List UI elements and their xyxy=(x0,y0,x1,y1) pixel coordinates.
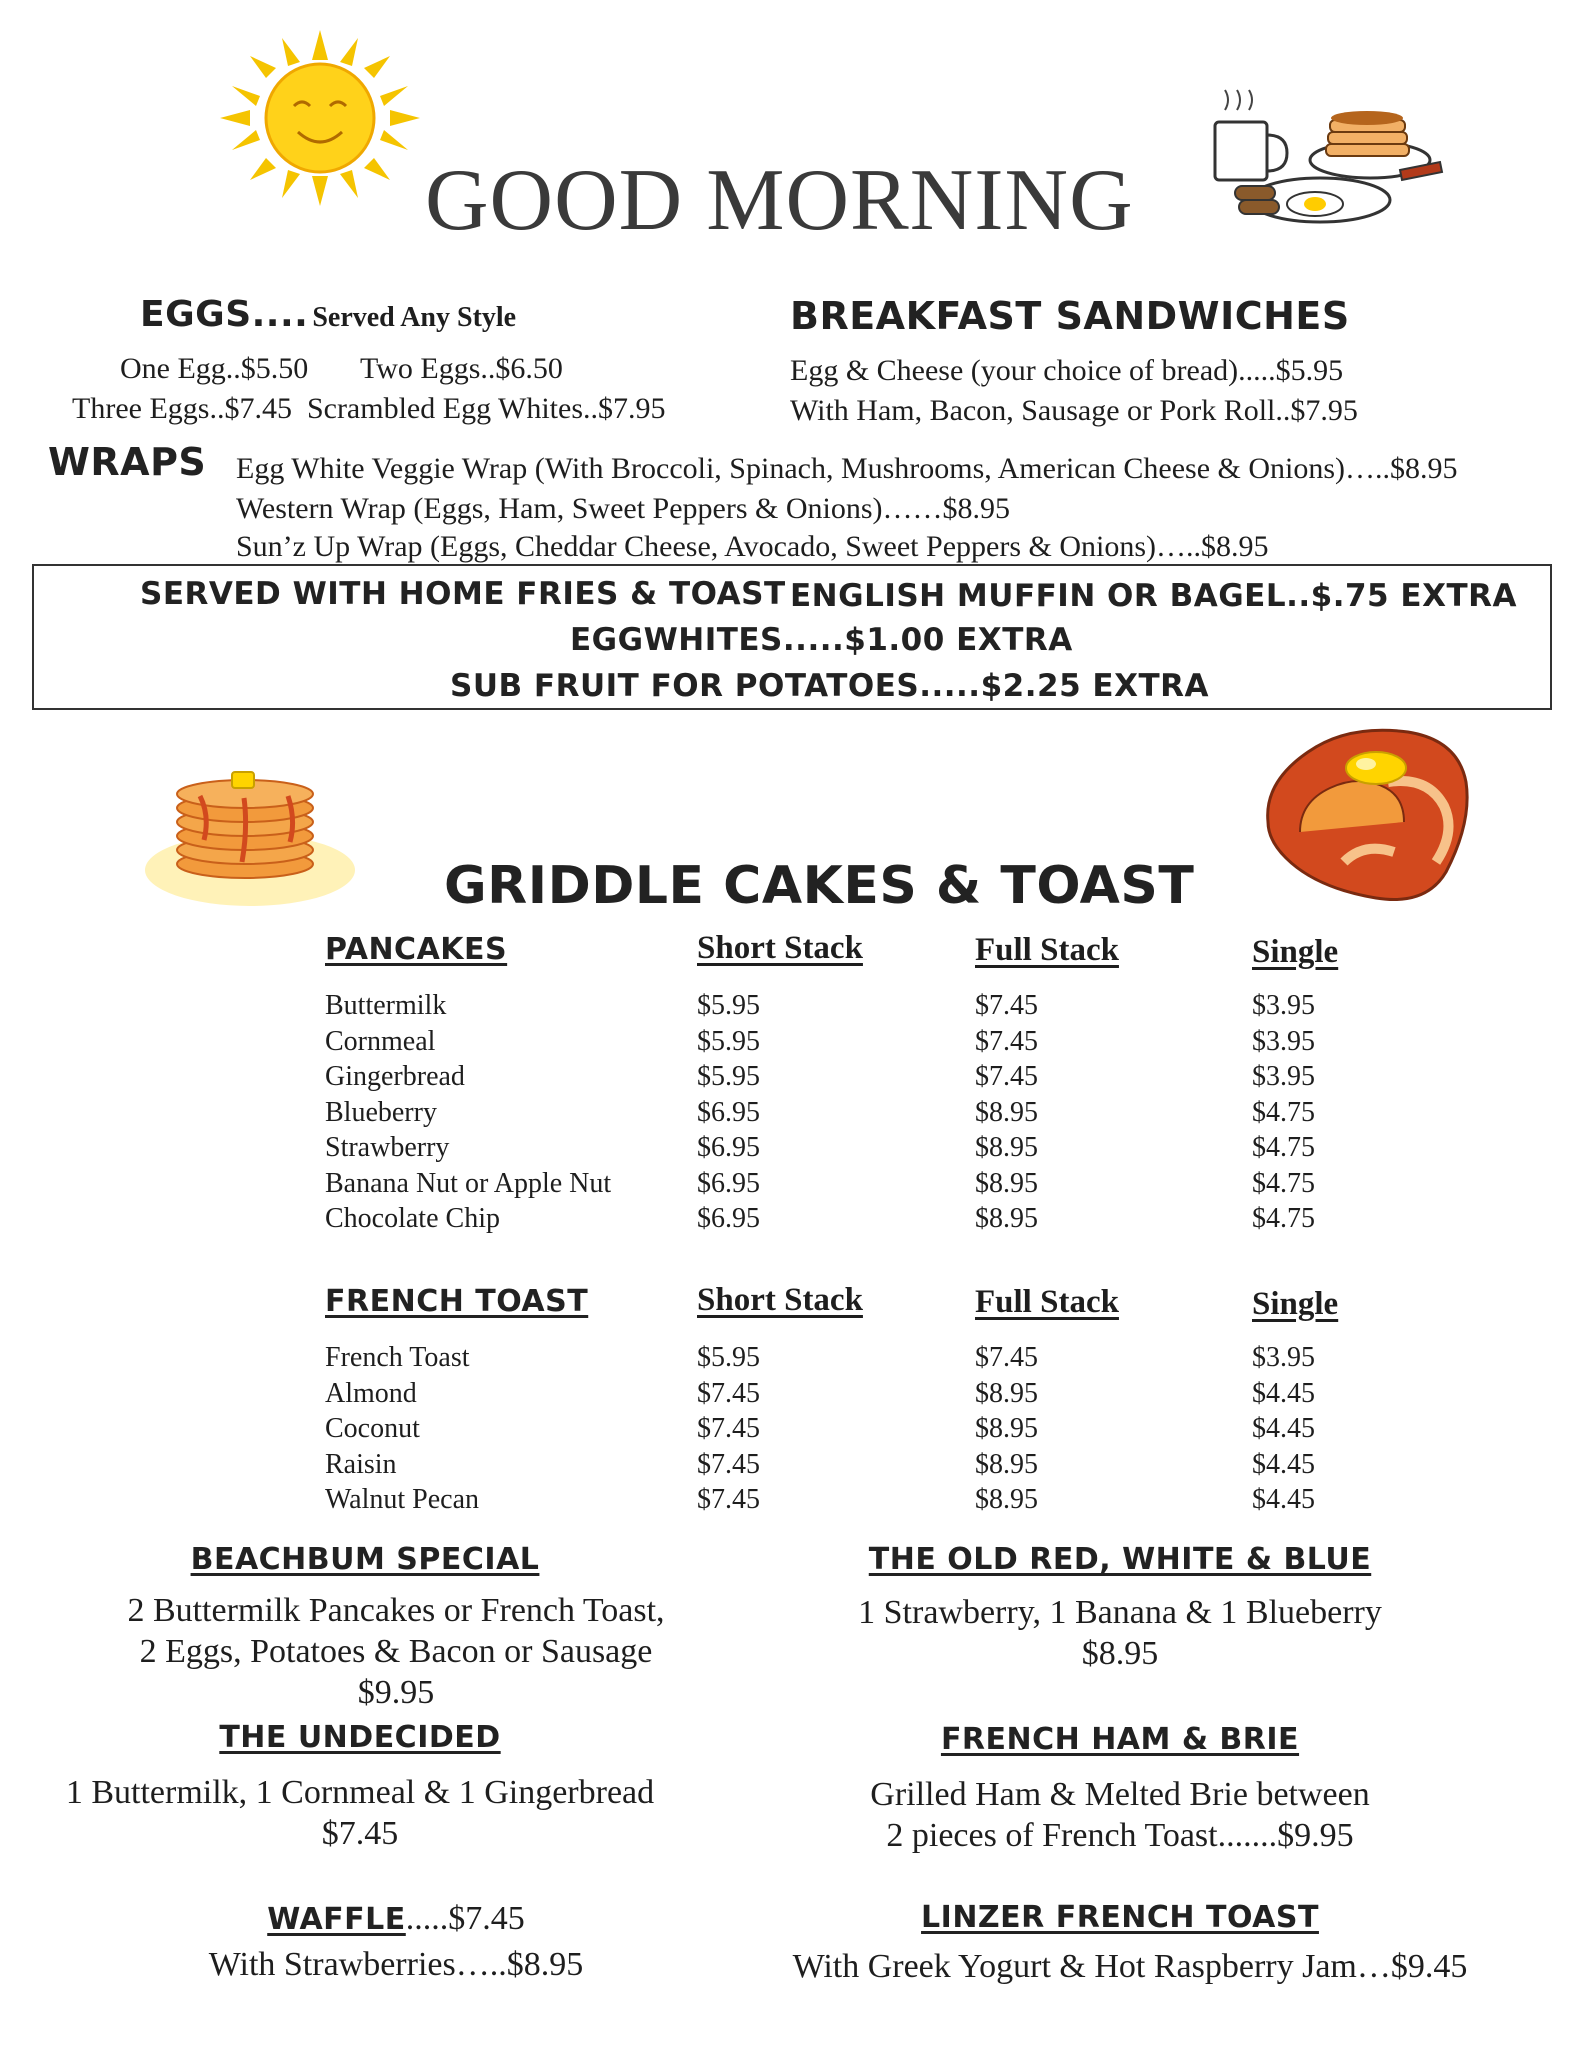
item-name: Banana Nut or Apple Nut xyxy=(325,1167,612,1199)
item-name: Coconut xyxy=(325,1413,420,1444)
wrap-item: Egg White Veggie Wrap (With Broccoli, Spinach, Mushrooms, American Cheese & Onions)…..$8.95 xyxy=(236,452,1458,485)
sides-line-2: EGGWHITES.....$1.00 EXTRA xyxy=(570,622,1073,658)
old-rwb-price: $8.95 xyxy=(1081,1635,1159,1672)
item-name: Almond xyxy=(325,1377,417,1409)
single-price: $3.95 xyxy=(1252,1061,1315,1092)
table-row xyxy=(0,1132,1582,1168)
wrap-item: Western Wrap (Eggs, Ham, Sweet Peppers & Onions)……$8.95 xyxy=(236,492,1011,525)
table-row xyxy=(0,1413,1582,1449)
sides-box xyxy=(32,564,1552,710)
full-stack-price: $7.45 xyxy=(975,1025,1038,1057)
full-stack-price: $8.95 xyxy=(975,1484,1038,1515)
french-toast-col-full: Full Stack xyxy=(975,1284,1119,1320)
french-toast-col-short: Short Stack xyxy=(697,1282,863,1318)
short-stack-price: $6.95 xyxy=(697,1096,760,1128)
table-row xyxy=(0,1026,1582,1062)
short-stack-price: $6.95 xyxy=(697,1132,760,1163)
single-price: $4.45 xyxy=(1252,1484,1315,1515)
item-name: Strawberry xyxy=(325,1132,450,1163)
short-stack-price: $5.95 xyxy=(697,1061,760,1092)
pancake-stack-icon xyxy=(140,752,360,912)
short-stack-price: $7.45 xyxy=(697,1413,760,1444)
beachbum-price: $9.95 xyxy=(357,1674,435,1711)
item-name: French Toast xyxy=(325,1342,470,1373)
eggs-line-1a: One Egg..$5.50 xyxy=(120,352,309,385)
item-name: Chocolate Chip xyxy=(325,1203,500,1234)
waffle-heading: WAFFLE xyxy=(267,1902,406,1937)
full-stack-price: $7.45 xyxy=(975,1342,1038,1373)
item-name: Walnut Pecan xyxy=(325,1484,480,1515)
sides-line-3: SUB FRUIT FOR POTATOES.....$2.25 EXTRA xyxy=(450,668,1210,704)
full-stack-price: $8.95 xyxy=(975,1203,1038,1234)
single-price: $3.95 xyxy=(1252,1025,1315,1057)
single-price: $4.45 xyxy=(1252,1377,1315,1409)
waffle-price: .....$7.45 xyxy=(405,1900,525,1937)
table-row xyxy=(0,1168,1582,1204)
full-stack-price: $8.95 xyxy=(975,1096,1038,1128)
eggs-section xyxy=(140,294,516,335)
linzer-heading: LINZER FRENCH TOAST xyxy=(921,1900,1319,1935)
single-price: $4.45 xyxy=(1252,1448,1315,1480)
full-stack-price: $8.95 xyxy=(975,1448,1038,1480)
single-price: $3.95 xyxy=(1252,990,1315,1021)
table-row xyxy=(0,1378,1582,1414)
eggs-subheading: Served Any Style xyxy=(312,302,517,333)
full-stack-price: $8.95 xyxy=(975,1167,1038,1199)
undecided-heading: THE UNDECIDED xyxy=(219,1720,501,1755)
item-name: Buttermilk xyxy=(325,990,447,1021)
table-row xyxy=(0,1342,1582,1378)
item-name: Blueberry xyxy=(325,1096,437,1128)
sides-line-1b: ENGLISH MUFFIN OR BAGEL..$.75 EXTRA xyxy=(790,578,1517,614)
beachbum-line-1: 2 Buttermilk Pancakes or French Toast, xyxy=(127,1592,665,1629)
single-price: $4.45 xyxy=(1252,1413,1315,1444)
waffle-line: With Strawberries…..$8.95 xyxy=(208,1946,584,1983)
full-stack-price: $8.95 xyxy=(975,1132,1038,1163)
table-row xyxy=(0,990,1582,1026)
short-stack-price: $5.95 xyxy=(697,990,760,1021)
linzer-line: With Greek Yogurt & Hot Raspberry Jam…$9.45 xyxy=(792,1948,1468,1985)
wraps-heading: WRAPS xyxy=(48,440,207,484)
single-price: $4.75 xyxy=(1252,1132,1315,1163)
old-rwb-line-1: 1 Strawberry, 1 Banana & 1 Blueberry xyxy=(858,1594,1382,1631)
short-stack-price: $5.95 xyxy=(697,1342,760,1373)
sandwiches-line-1: Egg & Cheese (your choice of bread).....$5.95 xyxy=(790,354,1344,387)
pancakes-heading: PANCAKES xyxy=(325,932,508,967)
french-toast-col-single: Single xyxy=(1252,1286,1339,1322)
ham-brie-heading: FRENCH HAM & BRIE xyxy=(940,1722,1300,1757)
beachbum-line-2: 2 Eggs, Potatoes & Bacon or Sausage xyxy=(139,1633,653,1670)
eggs-line-2: Three Eggs..$7.45 Scrambled Egg Whites..$7.95 xyxy=(72,392,666,425)
undecided-price: $7.45 xyxy=(321,1815,399,1852)
full-stack-price: $8.95 xyxy=(975,1377,1038,1409)
sandwiches-heading: BREAKFAST SANDWICHES xyxy=(790,294,1350,338)
sandwiches-line-2: With Ham, Bacon, Sausage or Pork Roll..$7.95 xyxy=(790,394,1358,427)
full-stack-price: $7.45 xyxy=(975,990,1038,1021)
item-name: Raisin xyxy=(325,1448,397,1480)
table-row xyxy=(0,1203,1582,1239)
pancakes-col-short: Short Stack xyxy=(697,930,863,966)
ham-brie-line-2: 2 pieces of French Toast.......$9.95 xyxy=(886,1817,1354,1854)
breakfast-plate-icon xyxy=(1205,80,1445,240)
short-stack-price: $6.95 xyxy=(697,1167,760,1199)
short-stack-price: $7.45 xyxy=(697,1448,760,1480)
ham-brie-line-1: Grilled Ham & Melted Brie between xyxy=(870,1776,1370,1813)
undecided-line-1: 1 Buttermilk, 1 Cornmeal & 1 Gingerbread xyxy=(65,1774,655,1811)
short-stack-price: $7.45 xyxy=(697,1484,760,1515)
table-row xyxy=(0,1097,1582,1133)
french-toast-heading: FRENCH TOAST xyxy=(325,1284,589,1319)
sides-line-1a: SERVED WITH HOME FRIES & TOAST xyxy=(140,576,786,612)
table-row xyxy=(0,1449,1582,1485)
short-stack-price: $6.95 xyxy=(697,1203,760,1234)
eggs-line-1b: Two Eggs..$6.50 xyxy=(360,352,563,385)
wrap-item: Sun’z Up Wrap (Eggs, Cheddar Cheese, Avocado, Sweet Peppers & Onions)…..$8.95 xyxy=(236,530,1269,563)
table-row xyxy=(0,1061,1582,1097)
full-stack-price: $8.95 xyxy=(975,1413,1038,1444)
table-row xyxy=(0,1484,1582,1520)
eggs-heading: EGGS.... xyxy=(140,294,309,335)
griddle-heading: GRIDDLE CAKES & TOAST xyxy=(444,856,1195,916)
item-name: Gingerbread xyxy=(325,1061,465,1092)
pancakes-col-full: Full Stack xyxy=(975,932,1119,968)
short-stack-price: $7.45 xyxy=(697,1377,760,1409)
full-stack-price: $7.45 xyxy=(975,1061,1038,1092)
single-price: $4.75 xyxy=(1252,1167,1315,1199)
page-title: GOOD MORNING xyxy=(425,152,1134,249)
item-name: Cornmeal xyxy=(325,1025,436,1057)
single-price: $4.75 xyxy=(1252,1203,1315,1234)
pancakes-col-single: Single xyxy=(1252,934,1339,970)
beachbum-heading: BEACHBUM SPECIAL xyxy=(190,1542,540,1577)
sun-icon xyxy=(212,28,427,208)
short-stack-price: $5.95 xyxy=(697,1025,760,1057)
old-rwb-heading: THE OLD RED, WHITE & BLUE xyxy=(868,1542,1372,1577)
french-toast-icon xyxy=(1248,712,1478,912)
single-price: $4.75 xyxy=(1252,1096,1315,1128)
single-price: $3.95 xyxy=(1252,1342,1315,1373)
